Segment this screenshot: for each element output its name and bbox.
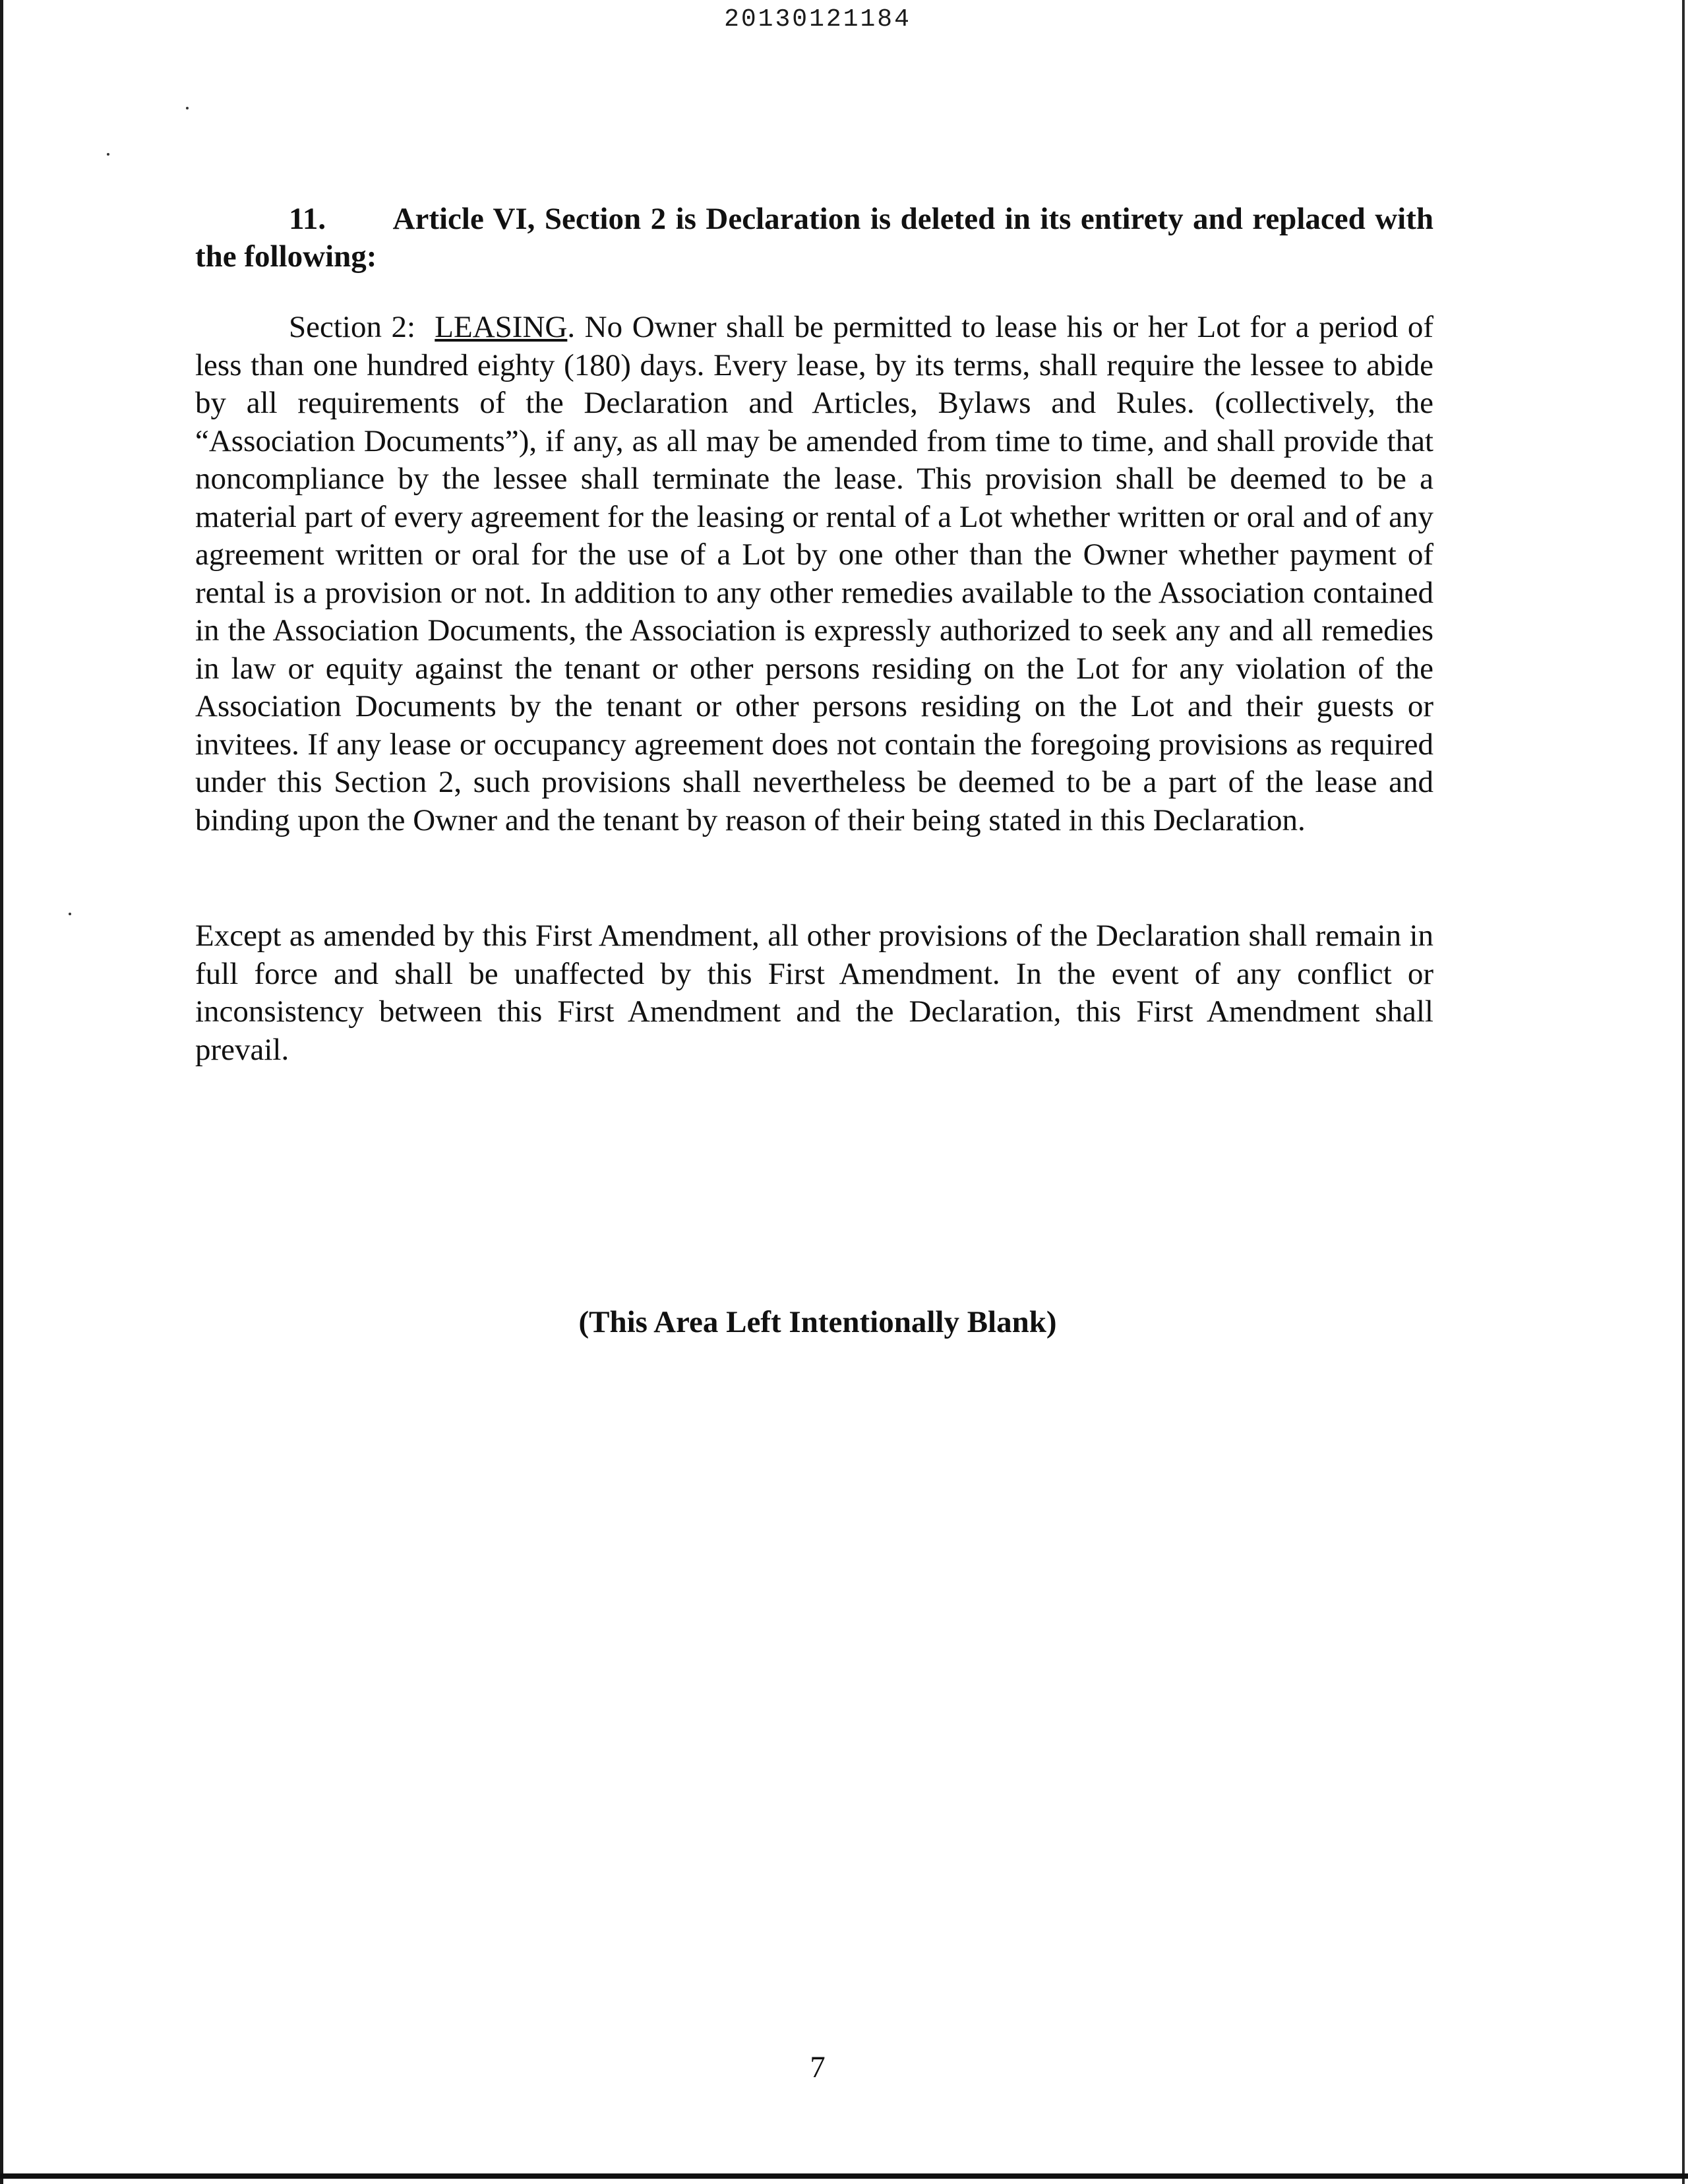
leasing-section <box>195 309 1433 839</box>
scan-border-left <box>0 0 3 2184</box>
scan-speck <box>186 107 189 109</box>
section-prefix: Section 2: <box>289 310 416 344</box>
heading-text: Article VI, Section 2 is Declaration is deleted in its entirety and replaced with the following: <box>195 202 1434 274</box>
amendment-heading <box>195 200 1433 276</box>
scan-speck <box>69 913 71 915</box>
closing-paragraph: Except as amended by this First Amendment, all other provisions of the Declaration shall remain in full force and shall be unaffected by this First Amendment. In the event of any conflict or inconsistency between this First Amendment and the Declaration, this First Amendment shall prevail. <box>195 919 1433 1067</box>
section-body: . No Owner shall be permitted to lease his or her Lot for a period of less than one hundred eighty (180) days. Every lease, by its terms, shall require the lessee to abide by all requirements of the Declaration and Articles, Bylaws and Rules. (collectively, the “Association Documents”), if any, as all may be amended from time to time, and shall provide that noncompliance by the lessee shall terminate the lease. This provision shall be deemed to be a material part of every agreement for the leasing or rental of a Lot whether written or oral and of any agreement written or oral for the use of a Lot by one other than the Owner whether payment of rental is a provision or not. In addition to any other remedies available to the Association contained in the Association Documents, the Association is expressly authorized to seek any and all remedies in law or equity against the tenant or other persons residing on the Lot for any violation of the Association Documents by the tenant or other persons residing on the Lot and their guests or invitees. If any lease or occupancy agreement does not contain the foregoing provisions as required under this Section 2, such provisions shall nevertheless be deemed to be a part of the lease and binding upon the Owner and the tenant by reason of their being stated in this Declaration. <box>195 310 1434 837</box>
section-title: LEASING <box>435 310 568 344</box>
page-number: 7 <box>810 2050 826 2084</box>
blank-area-note: (This Area Left Intentionally Blank) <box>578 1305 1057 1339</box>
heading-number: 11. <box>289 202 326 236</box>
document-body <box>195 200 1433 1069</box>
document-number: 20130121184 <box>724 5 911 34</box>
scan-border-right <box>1682 0 1685 2184</box>
scan-border-bottom <box>0 2173 1688 2179</box>
scan-speck <box>107 153 109 156</box>
